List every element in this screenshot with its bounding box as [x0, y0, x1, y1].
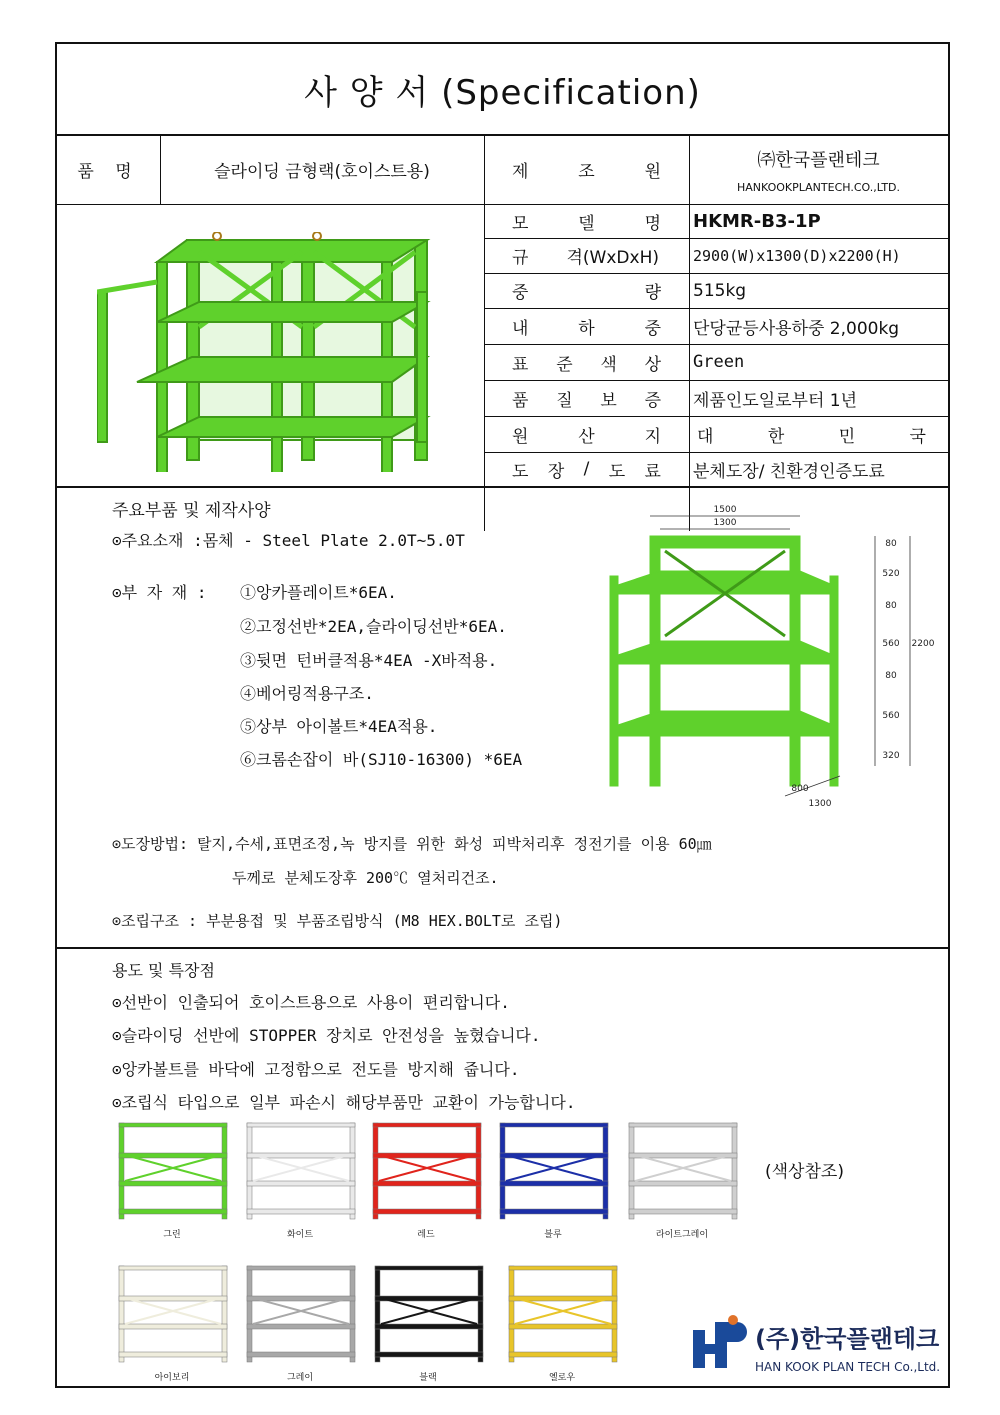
spec-label-char: 질 — [556, 390, 573, 411]
maker-name: ㈜한국플랜테크 — [757, 150, 880, 171]
spec-label-char: 산 — [578, 426, 595, 447]
maker-label-char: 조 — [578, 161, 595, 182]
swatch-label: 그레이 — [286, 1373, 314, 1383]
maker-name-en: HANKOOKPLANTECH.CO.,LTD. — [736, 181, 901, 194]
dim-v: 80 — [885, 601, 897, 611]
section-divider — [57, 486, 948, 488]
product-label: 품 명 — [77, 161, 140, 182]
spec-label-paint — [484, 452, 689, 486]
dim-v: 520 — [882, 569, 900, 579]
dim-width: 1300 — [808, 799, 832, 809]
spec-label-char: 하 — [578, 318, 595, 339]
spec-label-char: 규 — [512, 248, 529, 268]
page-title: 사 양 서 (Specification) — [57, 44, 948, 136]
parts-heading: 주요부품 및 제작사양 — [112, 501, 271, 521]
shelf-swatch-6 — [117, 1262, 229, 1366]
dim-v: 560 — [882, 639, 900, 649]
spec-value-paint: 분체도장/ 친환경인증도료 — [693, 461, 885, 482]
dim-top-inner: 1300 — [713, 518, 737, 528]
spec-label-char: 모 — [512, 213, 529, 234]
spec-label-char: 중 — [512, 283, 529, 303]
dim-top-outer: 1500 — [713, 505, 737, 515]
spec-label-char: 지 — [644, 426, 661, 447]
sub-item: ⑥크롬손잡이 바(SJ10-16300) *6EA — [240, 750, 523, 769]
spec-label-char: 증 — [644, 390, 661, 411]
dimension-drawing — [605, 496, 945, 816]
dim-depth: 800 — [791, 784, 809, 794]
spec-label-origin — [484, 416, 689, 452]
spec-label-char: 표 — [512, 354, 529, 375]
spec-value-origin — [693, 416, 948, 452]
feature-item: ⊙선반이 인출되어 호이스트용으로 사용이 편리합니다. — [112, 993, 510, 1012]
spec-value-load: 단당균등사용하중 2,000kg — [693, 318, 900, 339]
shelf-swatch-4 — [498, 1119, 610, 1223]
shelf-swatch-7 — [245, 1262, 357, 1366]
company-name-kr: (주)한국플랜테크 — [755, 1325, 940, 1353]
section-divider — [57, 947, 948, 949]
feature-item: ⊙슬라이딩 선반에 STOPPER 장치로 안전성을 높혔습니다. — [112, 1026, 541, 1045]
sub-item: ①앙카플레이트*6EA. — [240, 583, 397, 602]
coating-method-cont: 두께로 분체도장후 200℃ 열처리건조. — [232, 869, 499, 887]
coating-method: ⊙도장방법: 탈지,수세,표면조정,녹 방지를 위한 화성 피박처리후 정전기를 이용 60㎛ — [112, 835, 712, 853]
swatch-label: 화이트 — [286, 1230, 314, 1240]
spec-label-size — [484, 238, 689, 273]
product-value: 슬라이딩 금형랙(호이스트용) — [214, 161, 430, 182]
maker-cell — [689, 134, 948, 204]
maker-label — [484, 134, 689, 204]
spec-sheet — [55, 42, 950, 1388]
sub-item: ②고정선반*2EA,슬라이딩선반*6EA. — [240, 617, 507, 636]
maker-label-char: 제 — [512, 161, 529, 182]
spec-label-char: 준 — [556, 354, 573, 375]
spec-value-model: HKMR-B3-1P — [693, 210, 821, 232]
sub-item: ③뒷면 턴버클적용*4EA -X바적용. — [240, 651, 498, 670]
sub-material-label: ⊙부 자 재 : — [112, 583, 207, 602]
spec-value-size: 2900(W)x1300(D)x2200(H) — [693, 246, 901, 265]
spec-label-char: 델 — [578, 213, 595, 234]
feature-item: ⊙앙카볼트를 바닥에 고정함으로 전도를 방지해 줍니다. — [112, 1060, 520, 1079]
swatch-label: 옐로우 — [548, 1373, 576, 1383]
shelf-swatch-8 — [373, 1262, 485, 1366]
features-heading: 용도 및 특장점 — [112, 961, 215, 980]
sub-item: ④베어링적용구조. — [240, 684, 374, 703]
spec-value-weight: 515kg — [693, 280, 747, 301]
spec-label-char: 상 — [644, 354, 661, 375]
spec-label-char: 도 — [608, 461, 626, 482]
spec-value-color: Green — [693, 352, 745, 372]
maker-label-char: 원 — [644, 161, 661, 182]
dim-v: 560 — [882, 711, 900, 721]
spec-label-char: 색 — [600, 354, 617, 375]
assembly-structure: ⊙조립구조 : 부분용접 및 부품조립방식 (M8 HEX.BOLT로 조립) — [112, 912, 563, 930]
spec-label-char: 료 — [644, 461, 661, 482]
origin-char: 한 — [767, 426, 785, 447]
swatch-label: 레드 — [417, 1230, 435, 1240]
dim-total: 2200 — [911, 639, 935, 649]
spec-label-char: 격(WxDxH) — [566, 248, 659, 268]
shelf-swatch-2 — [245, 1119, 357, 1223]
company-name-en: HAN KOOK PLAN TECH Co.,Ltd. — [755, 1360, 941, 1374]
shelf-swatch-5 — [627, 1119, 739, 1223]
spec-label-char: 중 — [644, 318, 661, 339]
spec-label-char: 명 — [644, 213, 661, 234]
sub-item: ⑤상부 아이볼트*4EA적용. — [240, 717, 438, 736]
spec-label-weight — [484, 273, 689, 308]
spec-label-model — [484, 204, 689, 238]
shelf-swatch-9 — [507, 1262, 619, 1366]
swatch-label: 라이트그레이 — [655, 1230, 709, 1240]
spec-label-char: 내 — [512, 318, 529, 339]
spec-label-char: 원 — [512, 426, 529, 447]
dim-v: 80 — [885, 539, 897, 549]
feature-item: ⊙조립식 타입으로 일부 파손시 해당부품만 교환이 가능합니다. — [112, 1093, 576, 1112]
shelf-swatch-1 — [117, 1119, 229, 1223]
spec-label-char: 품 — [512, 390, 529, 411]
color-reference-note: (색상참조) — [765, 1162, 844, 1182]
spec-label-color — [484, 344, 689, 380]
product-rack-image — [97, 232, 437, 472]
spec-value-warranty: 제품인도일로부터 1년 — [693, 390, 858, 411]
spec-label-char: 량 — [644, 283, 661, 303]
spec-label-char: 보 — [600, 390, 617, 411]
spec-label-char: 도 — [512, 461, 529, 482]
spec-label-char: / — [583, 459, 590, 479]
origin-char: 대 — [697, 426, 714, 447]
spec-label-warranty — [484, 380, 689, 416]
spec-label-load — [484, 308, 689, 344]
origin-char: 민 — [838, 426, 856, 447]
company-logo-icon — [689, 1312, 749, 1372]
dim-v: 320 — [882, 751, 900, 761]
shelf-swatch-3 — [371, 1119, 483, 1223]
swatch-label: 블랙 — [419, 1373, 437, 1383]
swatch-label: 블루 — [544, 1230, 562, 1240]
main-material: ⊙주요소재 :몸체 - Steel Plate 2.0T~5.0T — [112, 531, 465, 550]
swatch-label: 그린 — [163, 1230, 181, 1240]
dim-v: 80 — [885, 671, 897, 681]
swatch-label: 아이보리 — [154, 1373, 190, 1383]
origin-char: 국 — [909, 426, 926, 447]
spec-label-char: 장 — [547, 461, 565, 482]
